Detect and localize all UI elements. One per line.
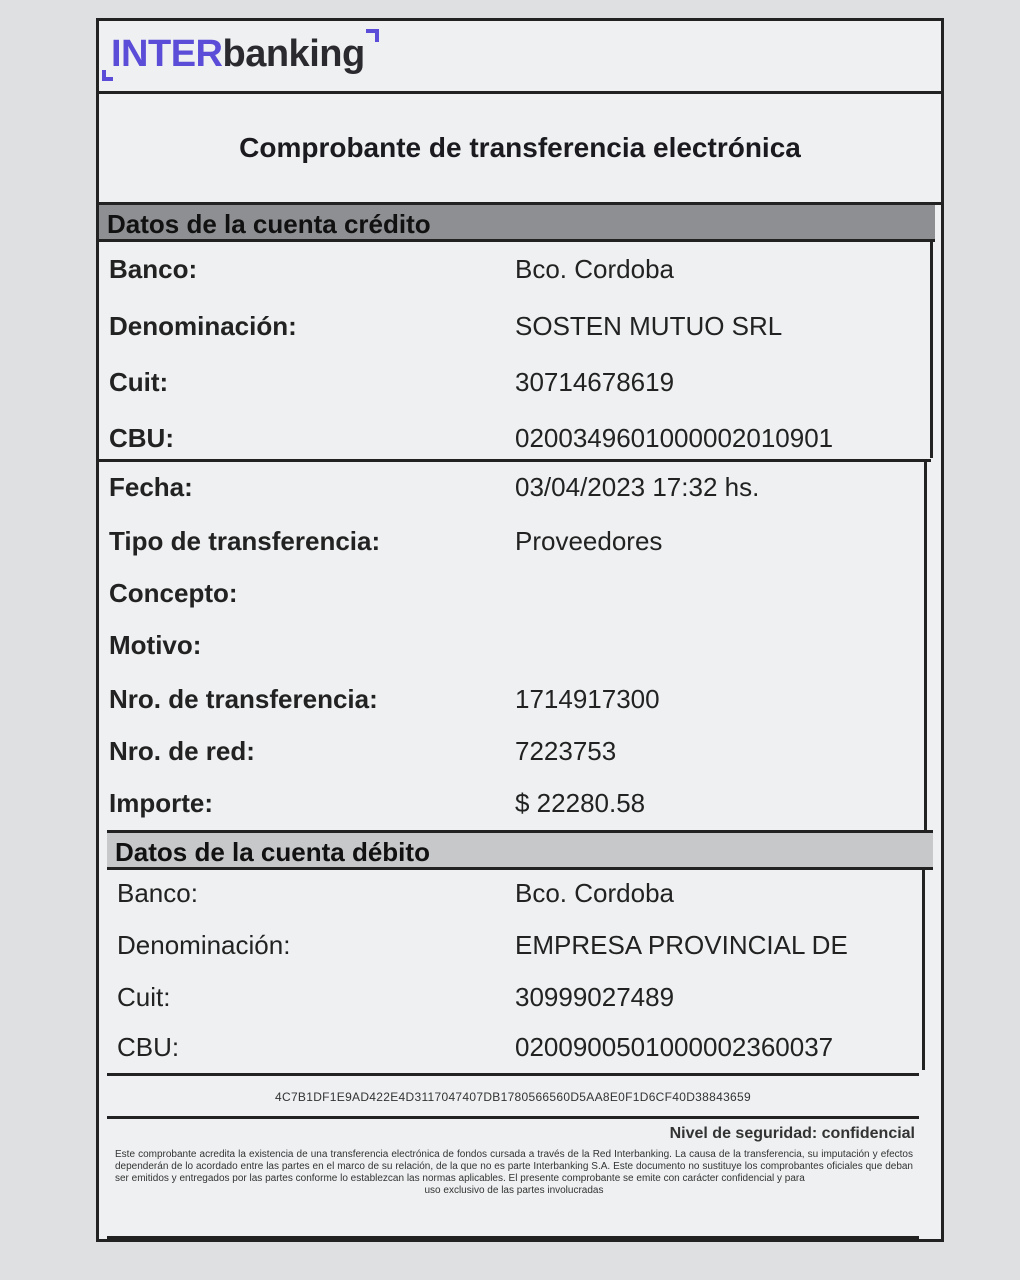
- network-number-row: [109, 736, 909, 776]
- label: Fecha:: [109, 472, 193, 502]
- value: 7223753: [515, 736, 617, 766]
- value: 1714917300: [515, 684, 660, 714]
- concept-row: [109, 578, 909, 618]
- title-row: [99, 94, 941, 205]
- credit-block: [99, 242, 933, 458]
- value: EMPRESA PROVINCIAL DE: [515, 930, 848, 960]
- label: Motivo:: [109, 630, 202, 660]
- value: $ 22280.58: [515, 788, 646, 818]
- value: 0200900501000002360037: [515, 1032, 834, 1062]
- label: CBU:: [109, 423, 174, 453]
- value: Bco. Cordoba: [515, 254, 674, 284]
- debit-block: [107, 870, 925, 1070]
- value: 30999027489: [515, 982, 675, 1012]
- credit-cuit-row: [109, 367, 909, 407]
- debit-section-title: Datos de la cuenta débito: [115, 837, 430, 867]
- legal-text: Este comprobante acredita la existencia de una transferencia electrónica de fondos cursada a través de la Red Interbanking. La causa de la transferencia, su imputación y efectos dependerán de lo acordado entre las partes en el marco de su relación, de la que no es parte Interbanking S.A. Este documento no sustituye los comprobantes oficiales que deban ser emitidos y entregados por las partes conforme lo establezcan las normas aplicables. El presente comprobante se emite con carácter confidencial y para: [115, 1149, 913, 1184]
- logo-banking: banking: [222, 33, 365, 75]
- label: Nro. de red:: [109, 736, 255, 766]
- interbanking-logo: [111, 33, 365, 75]
- amount-row: [109, 788, 909, 828]
- legal-text-last: uso exclusivo de las partes involucradas: [424, 1185, 604, 1196]
- value: Proveedores: [515, 526, 663, 556]
- logo-corner-mark: [102, 70, 113, 81]
- label: Denominación:: [117, 930, 291, 960]
- label: Banco:: [109, 254, 198, 284]
- label: Cuit:: [117, 982, 171, 1012]
- logo-corner-mark-right: [366, 29, 379, 42]
- legal-notice: [115, 1149, 913, 1197]
- debit-name-row: [117, 930, 917, 970]
- debit-cbu-row: [117, 1032, 917, 1072]
- value: 03/04/2023 17:32 hs.: [515, 472, 760, 502]
- hash-row: [107, 1073, 919, 1119]
- credit-cbu-row: [109, 423, 909, 463]
- debit-section-header: [107, 830, 933, 870]
- credit-section-title: Datos de la cuenta crédito: [107, 209, 431, 239]
- value: 30714678619: [515, 367, 675, 397]
- security-level: Nivel de seguridad: confidencial: [669, 1125, 915, 1142]
- page-title: Comprobante de transferencia electrónica: [239, 132, 801, 163]
- credit-bank-row: [109, 254, 909, 294]
- label: Banco:: [117, 878, 198, 908]
- value: SOSTEN MUTUO SRL: [515, 311, 783, 341]
- debit-cuit-row: [117, 982, 917, 1022]
- debit-bank-row: [117, 878, 917, 918]
- type-row: [109, 526, 909, 566]
- value: 0200349601000002010901: [515, 423, 834, 453]
- label: Cuit:: [109, 367, 169, 397]
- label: Importe:: [109, 788, 213, 818]
- logo-row: [99, 21, 941, 94]
- label: Concepto:: [109, 578, 238, 608]
- logo-inter: INTER: [111, 33, 223, 75]
- label: Denominación:: [109, 311, 297, 341]
- reason-row: [109, 630, 909, 670]
- transfer-number-row: [109, 684, 909, 724]
- date-row: [109, 472, 909, 512]
- verification-hash: 4C7B1DF1E9AD422E4D3117047407DB1780566560D5AA8E0F1D6CF40D38843659: [275, 1090, 751, 1104]
- label: CBU:: [117, 1032, 180, 1062]
- value: Bco. Cordoba: [515, 878, 674, 908]
- legal-footer: [107, 1121, 919, 1239]
- label: Nro. de transferencia:: [109, 684, 378, 714]
- transfer-block: [99, 462, 927, 830]
- credit-name-row: [109, 311, 909, 351]
- credit-section-header: [99, 202, 935, 242]
- receipt: [96, 18, 944, 1242]
- label: Tipo de transferencia:: [109, 526, 381, 556]
